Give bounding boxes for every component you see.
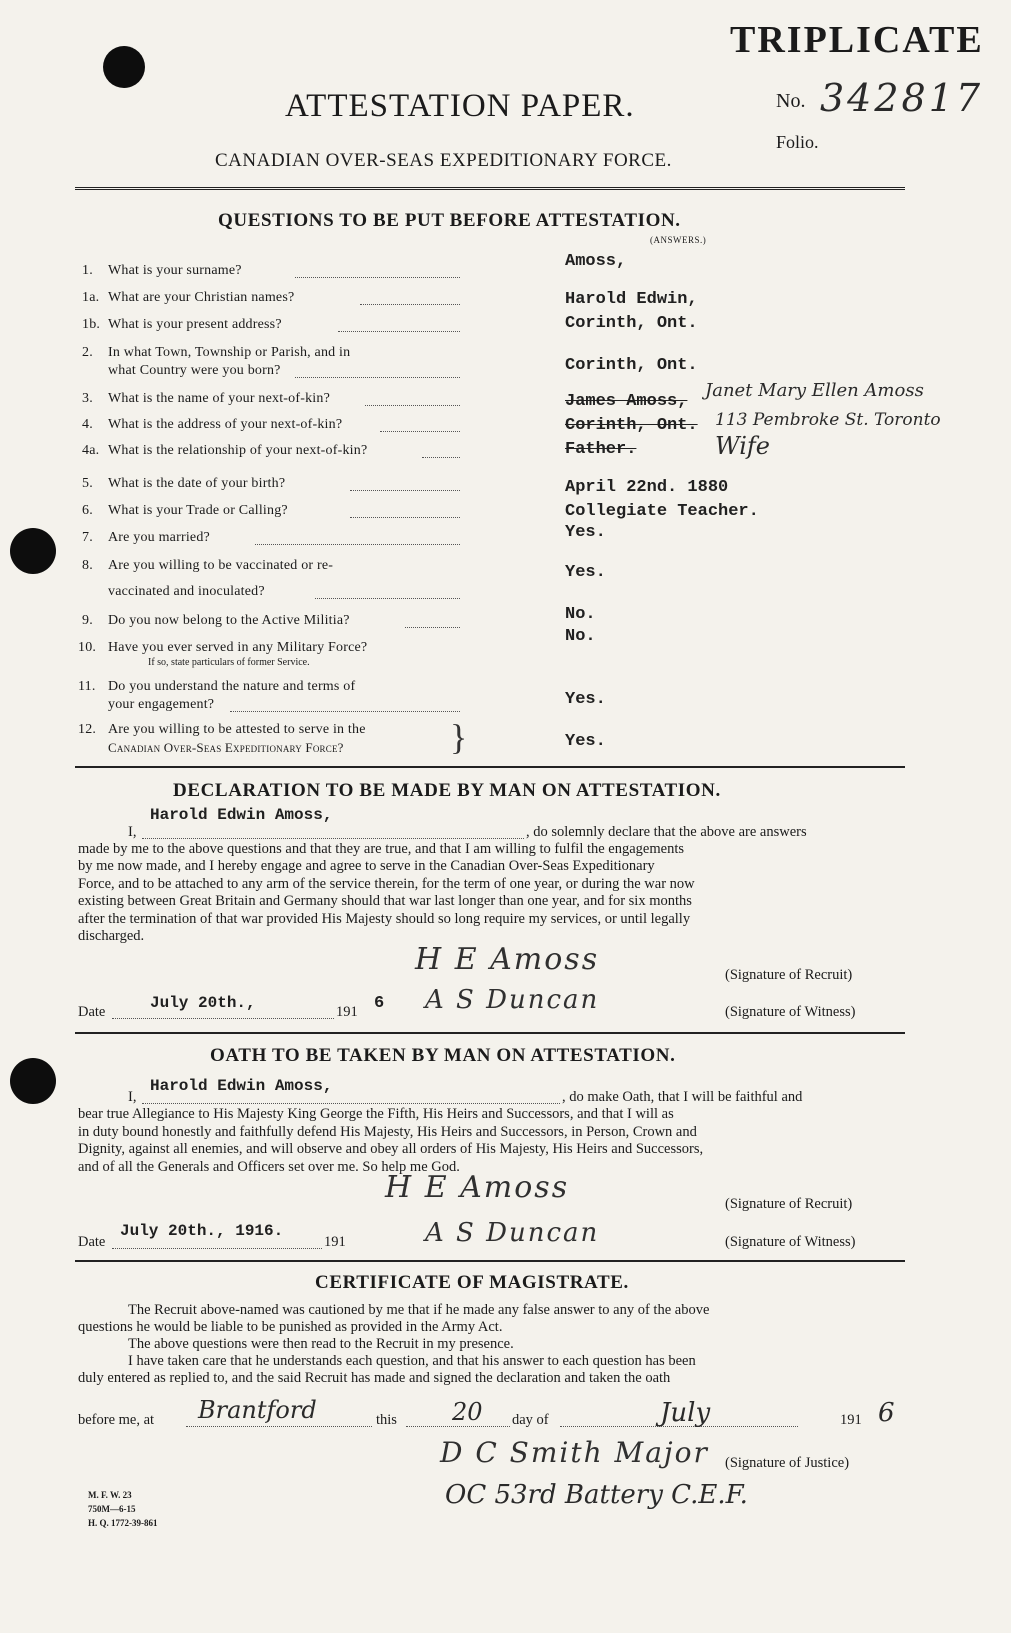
leader-dots [422, 457, 460, 458]
question-text: Have you ever served in any Military Force? [108, 640, 368, 655]
leader-dots [360, 304, 460, 305]
question-number: 11. [78, 679, 96, 694]
oath-date-label: Date [78, 1234, 106, 1250]
answer-birth-date: April 22nd. 1880 [565, 478, 729, 497]
oath-date: July 20th., 1916. [120, 1222, 284, 1240]
answer-active-militia: No. [565, 605, 596, 624]
leader-dots [365, 405, 460, 406]
attestation-day: 20 [452, 1398, 483, 1426]
leader-dots [142, 1103, 560, 1104]
oath-line: , do make Oath, that I will be faithful and [562, 1089, 803, 1105]
before-me-label: before me, at [78, 1412, 155, 1428]
question-number: 5. [82, 476, 93, 491]
question-text: Do you now belong to the Active Militia? [108, 613, 350, 628]
form-code: H. Q. 1772-39-861 [88, 1518, 158, 1528]
question-text: What is the name of your next-of-kin? [108, 391, 330, 406]
oath-line: bear true Allegiance to His Majesty King George the Fifth, His Heirs and Successors, and that I will as [78, 1106, 674, 1122]
question-text: Are you married? [108, 530, 210, 545]
leader-dots [315, 598, 460, 599]
answer-military-service: No. [565, 627, 596, 646]
question-number: 1a. [82, 290, 100, 305]
kin-relationship-correction: Wife [715, 432, 771, 460]
declaration-line: Force, and to be attached to any arm of the service therein, for the term of one year, or during the war now [78, 876, 695, 892]
declaration-year-prefix: 191 [336, 1004, 358, 1020]
leader-dots [350, 517, 460, 518]
folio-label: Folio. [776, 132, 819, 152]
oath-name: Harold Edwin Amoss, [150, 1077, 333, 1095]
leader-dots [255, 544, 460, 545]
leader-dots [295, 377, 460, 378]
answer-kin-relationship-struck: Father. [565, 440, 637, 459]
answer-kin-address-struck: Corinth, Ont. [565, 416, 698, 435]
question-text: Do you understand the nature and terms of [108, 679, 356, 694]
declaration-name: Harold Edwin Amoss, [150, 806, 333, 824]
leader-dots [406, 1426, 510, 1427]
question-number: 2. [82, 345, 93, 360]
section-rule [75, 1032, 905, 1034]
form-code: M. F. W. 23 [88, 1490, 132, 1500]
oath-line: in duty bound honestly and faithfully defend His Majesty, His Heirs and Successors, in Person, Crown and [78, 1124, 697, 1140]
oath-witness-label: (Signature of Witness) [725, 1234, 856, 1250]
declaration-line: existing between Great Britain and Germany should that war last longer than one year, and for six months [78, 893, 692, 909]
questions-heading: QUESTIONS TO BE PUT BEFORE ATTESTATION. [218, 210, 681, 231]
question-text: What are your Christian names? [108, 290, 295, 305]
question-text: In what Town, Township or Parish, and in [108, 345, 351, 360]
certificate-line: questions he would be liable to be punished as provided in the Army Act. [78, 1319, 503, 1335]
declaration-year-suffix: 6 [374, 994, 385, 1013]
oath-line: Dignity, against all enemies, and will observe and obey all orders of His Majesty, His Heirs and Successors, [78, 1141, 704, 1157]
page-title: ATTESTATION PAPER. [285, 88, 635, 124]
oath-i: I, [128, 1089, 137, 1105]
question-text: What is your present address? [108, 317, 282, 332]
next-of-kin-correction: Janet Mary Ellen Amoss [705, 380, 924, 401]
question-number: 4a. [82, 443, 100, 458]
header-rule [75, 187, 905, 192]
justice-signature-label: (Signature of Justice) [725, 1455, 850, 1471]
question-text: What is the address of your next-of-kin? [108, 417, 343, 432]
question-text-continued: what Country were you born? [108, 363, 281, 378]
question-number: 7. [82, 530, 93, 545]
certificate-line: duly entered as replied to, and the said Recruit has made and signed the declaration and taken the oath [78, 1370, 671, 1386]
punch-hole-lower [10, 1058, 56, 1104]
declaration-date: July 20th., [150, 994, 256, 1012]
certificate-year-prefix: 191 [840, 1412, 862, 1428]
question-text-continued: vaccinated and inoculated? [108, 584, 265, 599]
certificate-line: I have taken care that he understands each question, and that his answer to each question has been [128, 1353, 696, 1369]
leader-dots [338, 331, 460, 332]
certificate-heading: CERTIFICATE OF MAGISTRATE. [315, 1272, 629, 1293]
question-number: 1b. [82, 317, 101, 332]
day-of-label: day of [512, 1412, 549, 1428]
answer-vaccinated: Yes. [565, 563, 606, 582]
kin-address-correction: 113 Pembroke St. Toronto [715, 410, 941, 430]
question-note: If so, state particulars of former Service. [148, 657, 310, 668]
answers-label: (ANSWERS.) [650, 235, 707, 245]
leader-dots [350, 490, 460, 491]
declaration-i: I, [128, 824, 137, 840]
question-number: 6. [82, 503, 93, 518]
declaration-date-label: Date [78, 1004, 106, 1020]
oath-year-prefix: 191 [324, 1234, 346, 1250]
number-label: No. [776, 90, 806, 112]
leader-dots [230, 711, 460, 712]
question-text: What is the relationship of your next-of-kin? [108, 443, 368, 458]
question-number: 3. [82, 391, 93, 406]
declaration-heading: DECLARATION TO BE MADE BY MAN ON ATTESTATION. [173, 780, 721, 801]
leader-dots [380, 431, 460, 432]
regimental-number: 342817 [820, 76, 984, 120]
certificate-line: The Recruit above-named was cautioned by me that if he made any false answer to any of the above [128, 1302, 710, 1318]
oath-line: and of all the Generals and Officers set over me. So help me God. [78, 1159, 460, 1175]
oath-recruit-label: (Signature of Recruit) [725, 1196, 853, 1212]
question-text-continued: your engagement? [108, 697, 215, 712]
oath-heading: OATH TO BE TAKEN BY MAN ON ATTESTATION. [210, 1045, 676, 1066]
form-code: 750M—6-15 [88, 1504, 136, 1514]
leader-dots [112, 1248, 322, 1249]
punch-hole-middle [10, 528, 56, 574]
oath-recruit-signature: H E Amoss [385, 1170, 570, 1205]
question-number: 1. [82, 263, 93, 278]
answer-trade: Collegiate Teacher. [565, 502, 759, 521]
leader-dots [112, 1018, 334, 1019]
question-number: 9. [82, 613, 93, 628]
answer-next-of-kin-struck: James Amoss, [565, 392, 688, 411]
justice-title: OC 53rd Battery C.E.F. [445, 1480, 748, 1510]
answer-birthplace: Corinth, Ont. [565, 356, 698, 375]
this-label: this [376, 1412, 397, 1428]
page-subtitle: CANADIAN OVER-SEAS EXPEDITIONARY FORCE. [215, 150, 672, 171]
answer-surname: Amoss, [565, 252, 627, 271]
recruit-signature-label: (Signature of Recruit) [725, 967, 853, 983]
answer-present-address: Corinth, Ont. [565, 314, 698, 333]
oath-witness-signature: A S Duncan [425, 1218, 600, 1248]
leader-dots [295, 277, 460, 278]
declaration-line: by me now made, and I hereby engage and agree to serve in the Canadian Over-Seas Expeditionary [78, 858, 655, 874]
declaration-line: after the termination of that war provided His Majesty should so long require my services, or until legally [78, 911, 691, 927]
punch-hole-top [103, 46, 145, 88]
leader-dots [186, 1426, 372, 1427]
question-text: Are you willing to be attested to serve in the [108, 722, 366, 737]
declaration-line: discharged. [78, 928, 145, 944]
answer-christian-names: Harold Edwin, [565, 290, 698, 309]
question-number: 4. [82, 417, 93, 432]
question-number: 8. [82, 558, 93, 573]
attestation-month: July [660, 1398, 711, 1428]
certificate-year-suffix: 6 [878, 1398, 895, 1428]
question-number: 10. [78, 640, 97, 655]
attestation-place: Brantford [198, 1396, 317, 1424]
question-text: What is your surname? [108, 263, 242, 278]
certificate-line: The above questions were then read to the Recruit in my presence. [128, 1336, 514, 1352]
leader-dots [405, 627, 460, 628]
brace: } [450, 717, 468, 757]
answer-willing-to-attest: Yes. [565, 732, 606, 751]
declaration-line: , do solemnly declare that the above are answers [526, 824, 807, 840]
answer-married: Yes. [565, 523, 606, 542]
declaration-line: made by me to the above questions and that they are true, and that I am willing to fulfil the engagements [78, 841, 685, 857]
justice-signature: D C Smith Major [440, 1436, 709, 1469]
question-text: What is your Trade or Calling? [108, 503, 288, 518]
question-text-continued: Canadian Over-Seas Expeditionary Force? [108, 740, 344, 755]
recruit-signature: H E Amoss [415, 942, 600, 977]
witness-signature-label: (Signature of Witness) [725, 1004, 856, 1020]
question-number: 12. [78, 722, 97, 737]
answer-understand-terms: Yes. [565, 690, 606, 709]
section-rule [75, 1260, 905, 1262]
question-text: What is the date of your birth? [108, 476, 286, 491]
section-rule [75, 766, 905, 768]
question-text: Are you willing to be vaccinated or re- [108, 558, 334, 573]
witness-signature: A S Duncan [425, 985, 600, 1015]
leader-dots [142, 838, 524, 839]
copy-label: TRIPLICATE [730, 19, 984, 61]
